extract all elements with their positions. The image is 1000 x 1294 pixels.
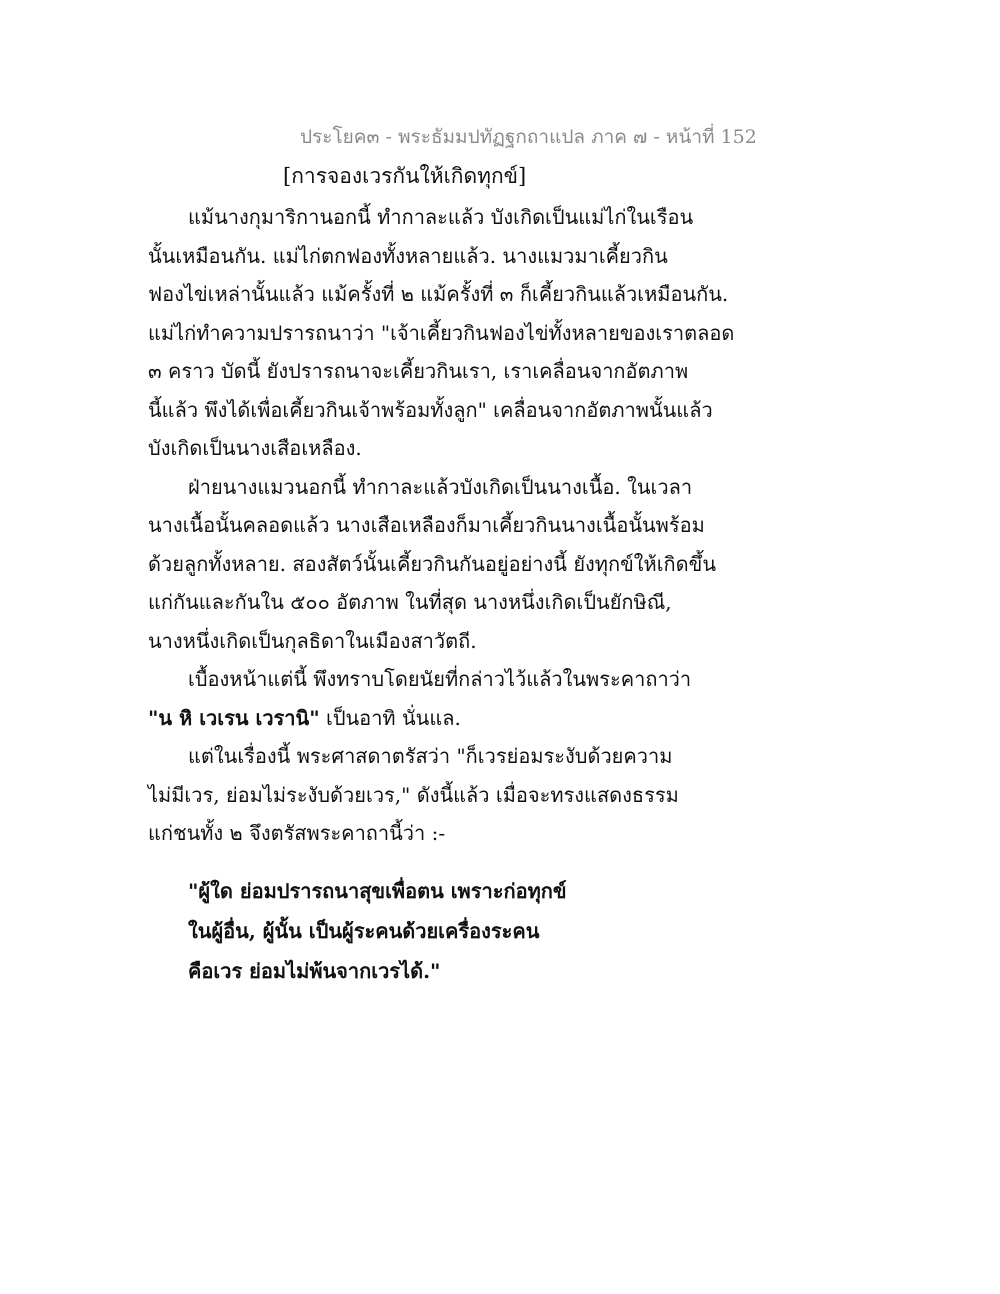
verse-block [188, 871, 748, 991]
paragraph-3-line-2 [148, 699, 708, 738]
paragraph-1-line-2: นั้นเหมือนกัน. แม่ไก่ตกฟองทั้งหลายแล้ว. นางแมวมาเคี้ยวกิน [148, 243, 668, 268]
paragraph-4-line-3: แก่ชนทั้ง ๒ จึงตรัสพระคาถานี้ว่า :- [148, 821, 446, 845]
paragraph-1-line-4: แม่ไก่ทำความปรารถนาว่า "เจ้าเคี้ยวกินฟองไข่ทั้งหลายของเราตลอด [148, 320, 735, 345]
paragraph-1-line-5: ๓ คราว บัดนี้ ยังปรารถนาจะเคี้ยวกินเรา, เราเคลื่อนจากอัตภาพ [148, 359, 689, 383]
paragraph-1-line-6: นี้แล้ว พึงได้เพื่อเคี้ยวกินเจ้าพร้อมทั้งลูก" เคลื่อนจากอัตภาพนั้นแล้ว [148, 397, 713, 422]
verse-line-1: "ผู้ใด ย่อมปรารถนาสุขเพื่อตน เพราะก่อทุกข์ [188, 879, 567, 903]
paragraph-1-line-3: ฟองไข่เหล่านั้นแล้ว แม้ครั้งที่ ๒ แม้ครั้งที่ ๓ ก็เคี้ยวกินแล้วเหมือนกัน. [148, 282, 729, 306]
section-subtitle: [การจองเวรกันให้เกิดทุกข์] [283, 164, 527, 188]
paragraph-1-line-1: แม้นางกุมาริกานอกนี้ ทำกาละแล้ว บังเกิดเป็นแม่ไก่ในเรือน [188, 205, 694, 229]
paragraph-4-line-2: ไม่มีเวร, ย่อมไม่ระงับด้วยเวร," ดังนี้แล้ว เมื่อจะทรงแสดงธรรม [148, 782, 679, 807]
paragraph-2-line-5: นางหนึ่งเกิดเป็นกุลธิดาในเมืองสาวัตถี. [148, 628, 477, 653]
running-header: ประโยค๓ - พระธัมมปทัฏฐกถาแปล ภาค ๗ - หน้าที่ 152 [300, 126, 757, 148]
body-text [148, 198, 735, 853]
paragraph-4-line-1: แต่ในเรื่องนี้ พระศาสดาตรัสว่า "ก็เวรย่อมระงับด้วยความ [188, 744, 673, 768]
paragraph-2-line-2: นางเนื้อนั้นคลอดแล้ว นางเสือเหลืองก็มาเคี้ยวกินนางเนื้อนั้นพร้อม [148, 513, 705, 537]
paragraph-2-line-3: ด้วยลูกทั้งหลาย. สองสัตว์นั้นเคี้ยวกินกันอยู่อย่างนี้ ยังทุกข์ให้เกิดขึ้น [148, 551, 716, 576]
verse-line-3: คือเวร ย่อมไม่พ้นจากเวรได้." [188, 959, 441, 983]
pali-quote: "น หิ เวเรน เวรานิ" [148, 705, 320, 730]
verse-line-2: ในผู้อื่น, ผู้นั้น เป็นผู้ระคนด้วยเครื่องระคน [188, 919, 540, 943]
paragraph-2-line-4: แก่กันและกันใน ๕๐๐ อัตภาพ ในที่สุด นางหนึ่งเกิดเป็นยักษิณี, [148, 590, 672, 614]
pali-quote-rest: เป็นอาทิ นั่นแล. [319, 705, 461, 730]
paragraph-2-line-1: ฝ่ายนางแมวนอกนี้ ทำกาละแล้วบังเกิดเป็นนางเนื้อ. ในเวลา [188, 474, 693, 499]
paragraph-1-line-7: บังเกิดเป็นนางเสือเหลือง. [148, 436, 362, 460]
paragraph-3-line-1: เบื้องหน้าแต่นี้ พึงทราบโดยนัยที่กล่าวไว้แล้วในพระคาถาว่า [188, 667, 692, 691]
